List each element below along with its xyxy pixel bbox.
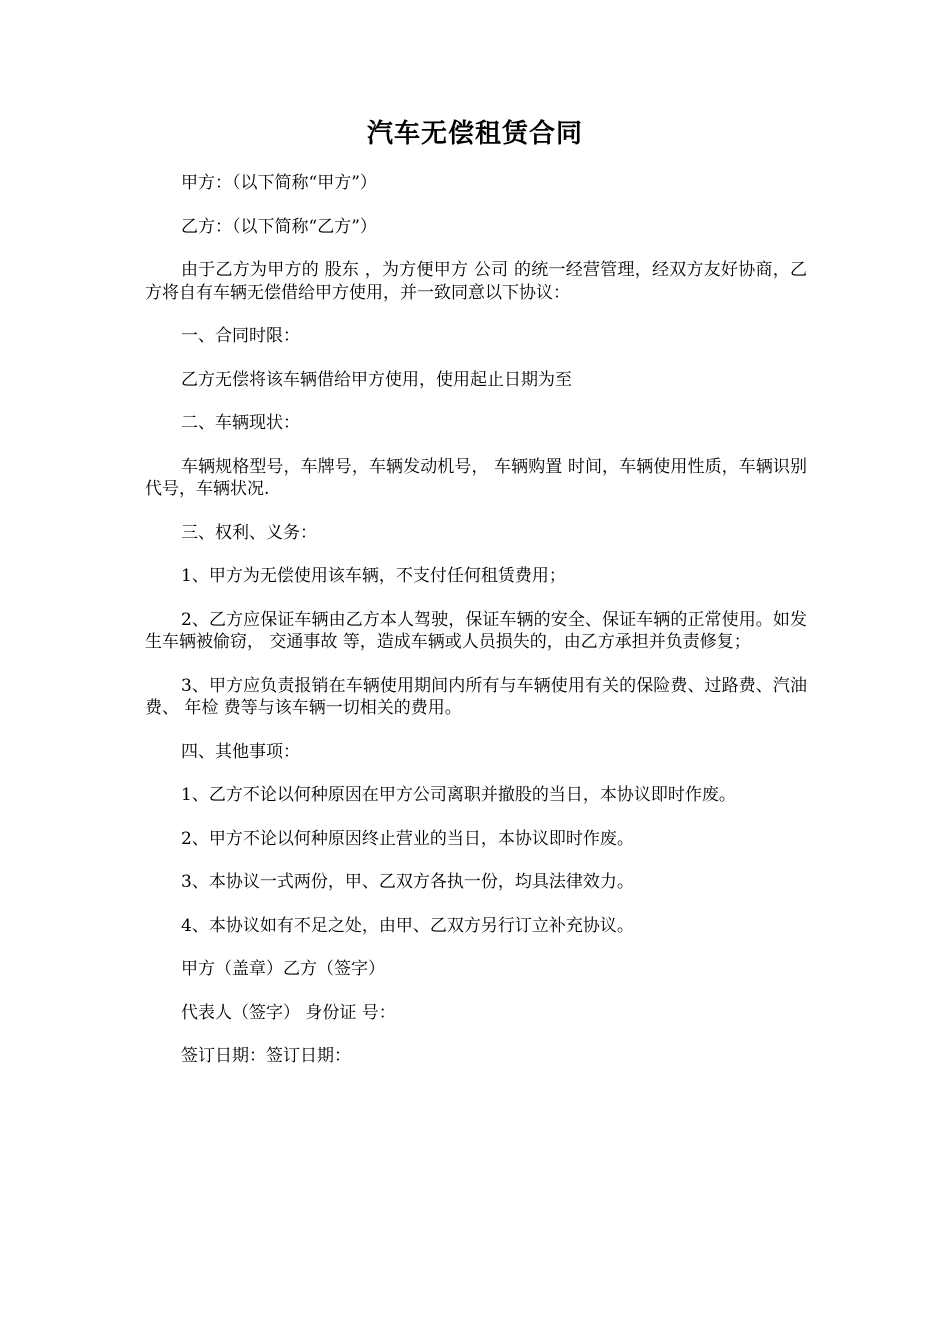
signature-line: 甲方（盖章）乙方（签字） [181,959,385,979]
section-heading-vehicle-status: 二、车辆现状： [181,413,300,433]
party-b-line: 乙方：（以下简称“乙方”） [181,216,377,237]
rights-clause-3: 3、甲方应负责报销在车辆使用期间内所有与车辆使用有关的保险费、过路费、汽油费、 年检 费等与该车辆一切相关的费用。 [145,675,807,718]
sign-date-line: 签订日期：签订日期： [181,1046,351,1066]
other-clause-3: 3、本协议一式两份，甲、乙双方各执一份，均具法律效力。 [181,872,634,892]
rights-clause-2: 2、乙方应保证车辆由乙方本人驾驶，保证车辆的安全、保证车辆的正常使用。如发生车辆被偷窃， 交通事故 等，造成车辆或人员损失的，由乙方承担并负责修复； [145,609,807,652]
preamble-paragraph: 由于乙方为甲方的 股东 ，为方便甲方 公司 的统一经营管理，经双方友好协商，乙方将自有车辆无偿借给甲方使用，并一致同意以下协议： [145,260,807,303]
rights-clause-1: 1、甲方为无偿使用该车辆，不支付任何租赁费用； [181,566,566,586]
party-a-line: 甲方：（以下简称“甲方”） [181,173,377,193]
other-clause-2: 2、甲方不论以何种原因终止营业的当日，本协议即时作废。 [181,828,634,849]
other-clause-1: 1、乙方不论以何种原因在甲方公司离职并撤股的当日，本协议即时作废。 [181,785,736,805]
section-heading-term: 一、合同时限： [181,326,300,346]
section-heading-rights: 三、权利、义务： [181,522,317,543]
other-clause-4: 4、本协议如有不足之处，由甲、乙双方另行订立补充协议。 [181,915,634,936]
document-body [145,172,807,1089]
representative-line: 代表人（签字） 身份证 号： [181,1002,396,1023]
vehicle-status-paragraph: 车辆规格型号，车牌号，车辆发动机号， 车辆购置 时间，车辆使用性质，车辆识别代号，车辆状况. [145,456,807,499]
section-heading-other: 四、其他事项： [181,741,300,762]
document-title: 汽车无偿租赁合同 [366,119,583,149]
term-paragraph: 乙方无偿将该车辆借给甲方使用，使用起止日期为至 [181,369,572,390]
